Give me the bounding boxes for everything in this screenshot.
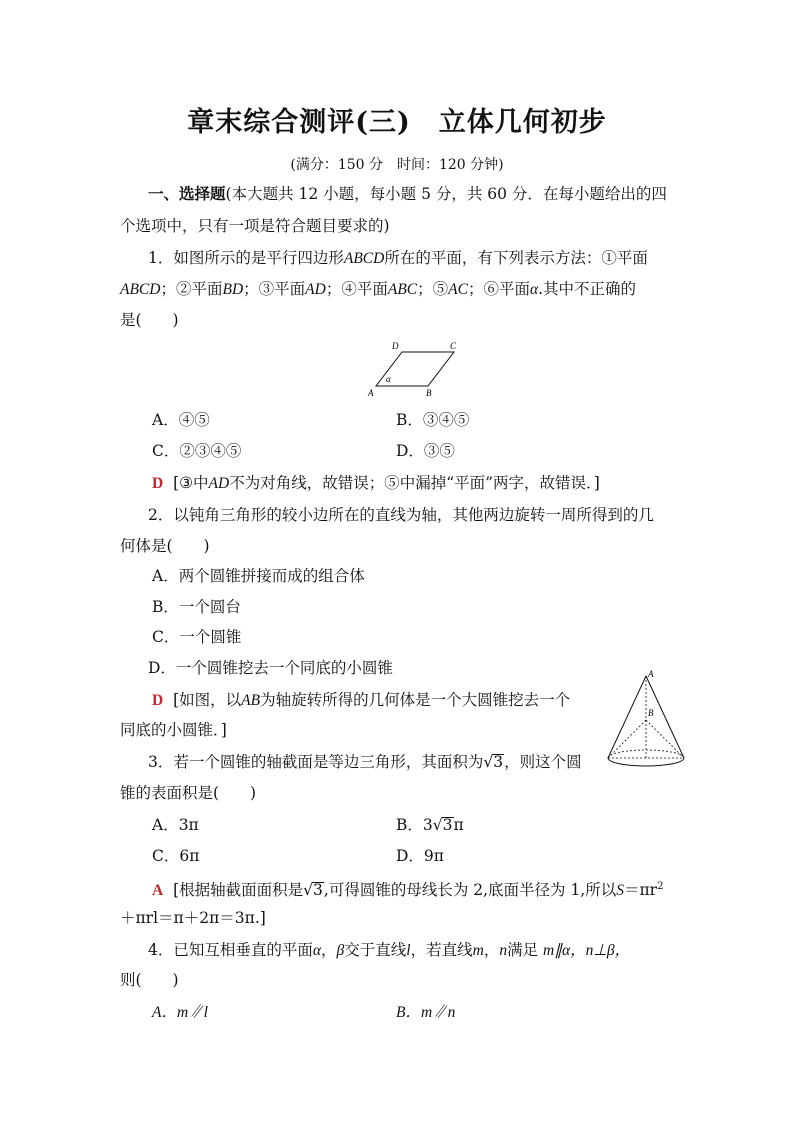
q2-answer-line2: 同底的小圆锥．] [120,721,227,739]
q2-option-a: A．两个圆锥拼接而成的组合体 [152,567,365,585]
figure-label-b: B [426,388,432,398]
q1-line1: 1．如图所示的是平行四边形ABCD所在的平面，有下列表示方法：①平面 [148,249,648,267]
q1-answer-letter: D [152,475,164,492]
figure-label-d: D [392,341,399,351]
section-intro-line1: 一、选择题(本大题共 12 小题，每小题 5 分，共 60 分．在每小题给出的四 [148,184,667,203]
q3-answer-line2: ＋πrl＝π＋2π＝3π.] [120,909,266,927]
q4-line2: 则( ) [120,971,179,989]
q3-answer-letter: A [152,882,164,900]
figure-label-a: A [368,388,374,398]
title-main: 章末综合测评(三) [187,107,411,138]
q1-option-b: B．③④⑤ [396,411,470,429]
q4-option-a: A．m∥l [152,1004,208,1021]
q3-line1: 3．若一个圆锥的轴截面是等边三角形，其面积为√3，则这个圆 [148,753,582,771]
q4-line1: 4．已知互相垂直的平面α，β交于直线l，若直线m，n满足 m∥α，n⊥β， [148,941,631,959]
q2-line2: 何体是( ) [120,537,210,555]
cone-left-edge [608,676,646,758]
q3-line2: 锥的表面积是( ) [120,784,257,802]
q1-answer: D [③中AD不为对角线，故错误；⑤中漏掉“平面”两字，故错误．] [152,474,600,492]
q3-option-a: A．3π [152,816,199,834]
q2-line1: 2．以钝角三角形的较小边所在的直线为轴，其他两边旋转一周所得到的几 [148,506,654,524]
q1-option-a: A．④⑤ [152,411,210,429]
page-title [0,100,794,139]
q1-line2: ABCD；②平面BD；③平面AD；④平面ABC；⑤AC；⑥平面α.其中不正确的 [120,280,637,298]
q4-option-b: B．m∥n [396,1004,456,1021]
cone-base-front [608,758,684,766]
q2-option-b: B．一个圆台 [152,598,241,616]
q2-answer: D [如图，以AB为轴旋转所得的几何体是一个大圆锥挖去一个 [152,691,571,709]
q3-option-c: C．6π [152,847,200,865]
inner-cone-left [608,720,646,758]
figure-label-c: C [450,341,457,351]
q2-option-c: C．一个圆锥 [152,628,242,646]
q3-option-d: D．9π [396,847,444,865]
cone-figure [604,666,694,774]
q2-answer-letter: D [152,692,164,709]
q3-answer: A [根据轴截面面积是√3,可得圆锥的母线长为 2,底面半径为 1,所以$S=\pi r^2$ [152,881,664,900]
section-heading: 一、选择题 [148,184,226,203]
figure-label-alpha: α [386,374,391,384]
q3-option-b: B．3√3π [396,816,464,834]
q1-option-d: D．③⑤ [396,442,455,460]
cone-label-a: A [648,669,654,679]
section-intro-line2: 个选项中，只有一项是符合题目要求的) [120,217,390,235]
q2-option-d: D．一个圆锥挖去一个同底的小圆锥 [148,659,393,677]
parallelogram-figure [362,338,472,402]
cone-label-b: B [648,708,654,718]
q1-line3: 是( ) [120,311,179,329]
inner-cone-right [646,720,684,758]
exam-info: (满分：150 分 时间：120 分钟) [290,157,504,173]
title-topic: 立体几何初步 [438,107,607,138]
q1-option-c: C．②③④⑤ [152,442,242,460]
